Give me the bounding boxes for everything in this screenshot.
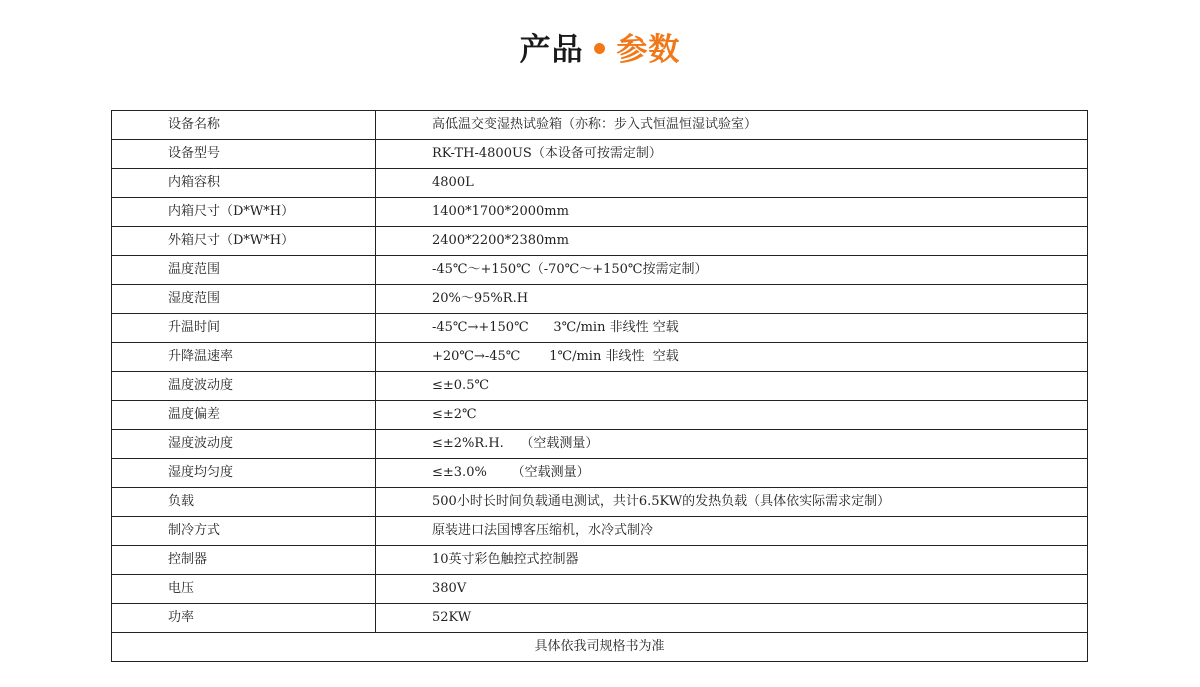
page-title-part1: 产品: [519, 32, 584, 68]
row-label: 湿度范围: [112, 285, 376, 314]
row-value: 4800L: [376, 169, 1088, 198]
table-row: [112, 575, 1088, 604]
row-value: +20℃→-45℃ 1℃/min 非线性 空载: [376, 343, 1088, 372]
row-label: 电压: [112, 575, 376, 604]
row-value: 52KW: [376, 604, 1088, 633]
row-label: 升温时间: [112, 314, 376, 343]
table-row: [112, 140, 1088, 169]
row-label: 温度偏差: [112, 401, 376, 430]
table-row: [112, 169, 1088, 198]
page-title-separator: •: [589, 32, 611, 68]
row-value: -45℃～+150℃（-70℃～+150℃按需定制）: [376, 256, 1088, 285]
table-row: [112, 227, 1088, 256]
table-row: [112, 430, 1088, 459]
row-label: 内箱容积: [112, 169, 376, 198]
row-value: 20%～95%R.H: [376, 285, 1088, 314]
row-value: RK-TH-4800US（本设备可按需定制）: [376, 140, 1088, 169]
row-value: ≤±2%R.H. （空载测量）: [376, 430, 1088, 459]
spec-table: [111, 110, 1088, 662]
row-label: 设备名称: [112, 111, 376, 140]
row-label: 湿度均匀度: [112, 459, 376, 488]
row-value: ≤±3.0% （空载测量）: [376, 459, 1088, 488]
row-value: 1400*1700*2000mm: [376, 198, 1088, 227]
row-label: 功率: [112, 604, 376, 633]
table-row: [112, 256, 1088, 285]
table-row: [112, 198, 1088, 227]
row-value: 高低温交变湿热试验箱（亦称：步入式恒温恒湿试验室）: [376, 111, 1088, 140]
table-row: [112, 401, 1088, 430]
row-label: 控制器: [112, 546, 376, 575]
table-row: [112, 343, 1088, 372]
row-label: 负载: [112, 488, 376, 517]
row-label: 设备型号: [112, 140, 376, 169]
table-row: [112, 372, 1088, 401]
row-value: 2400*2200*2380mm: [376, 227, 1088, 256]
row-label: 温度范围: [112, 256, 376, 285]
footer-note: 具体依我司规格书为准: [112, 633, 1088, 662]
table-footer-row: [112, 633, 1088, 662]
row-value: -45℃→+150℃ 3℃/min 非线性 空载: [376, 314, 1088, 343]
table-row: [112, 488, 1088, 517]
row-value: 380V: [376, 575, 1088, 604]
table-row: [112, 285, 1088, 314]
row-value: 500小时长时间负载通电测试，共计6.5KW的发热负载（具体依实际需求定制）: [376, 488, 1088, 517]
table-row: [112, 517, 1088, 546]
table-row: [112, 111, 1088, 140]
row-value: 原装进口法国博客压缩机，水冷式制冷: [376, 517, 1088, 546]
table-row: [112, 314, 1088, 343]
row-label: 温度波动度: [112, 372, 376, 401]
page-title-part2: 参数: [616, 32, 681, 68]
row-value: ≤±0.5℃: [376, 372, 1088, 401]
page-title: [0, 28, 1200, 72]
row-label: 制冷方式: [112, 517, 376, 546]
row-label: 湿度波动度: [112, 430, 376, 459]
table-row: [112, 546, 1088, 575]
table-row: [112, 604, 1088, 633]
table-row: [112, 459, 1088, 488]
row-value: 10英寸彩色触控式控制器: [376, 546, 1088, 575]
row-label: 内箱尺寸（D*W*H）: [112, 198, 376, 227]
row-label: 外箱尺寸（D*W*H）: [112, 227, 376, 256]
row-value: ≤±2℃: [376, 401, 1088, 430]
row-label: 升降温速率: [112, 343, 376, 372]
